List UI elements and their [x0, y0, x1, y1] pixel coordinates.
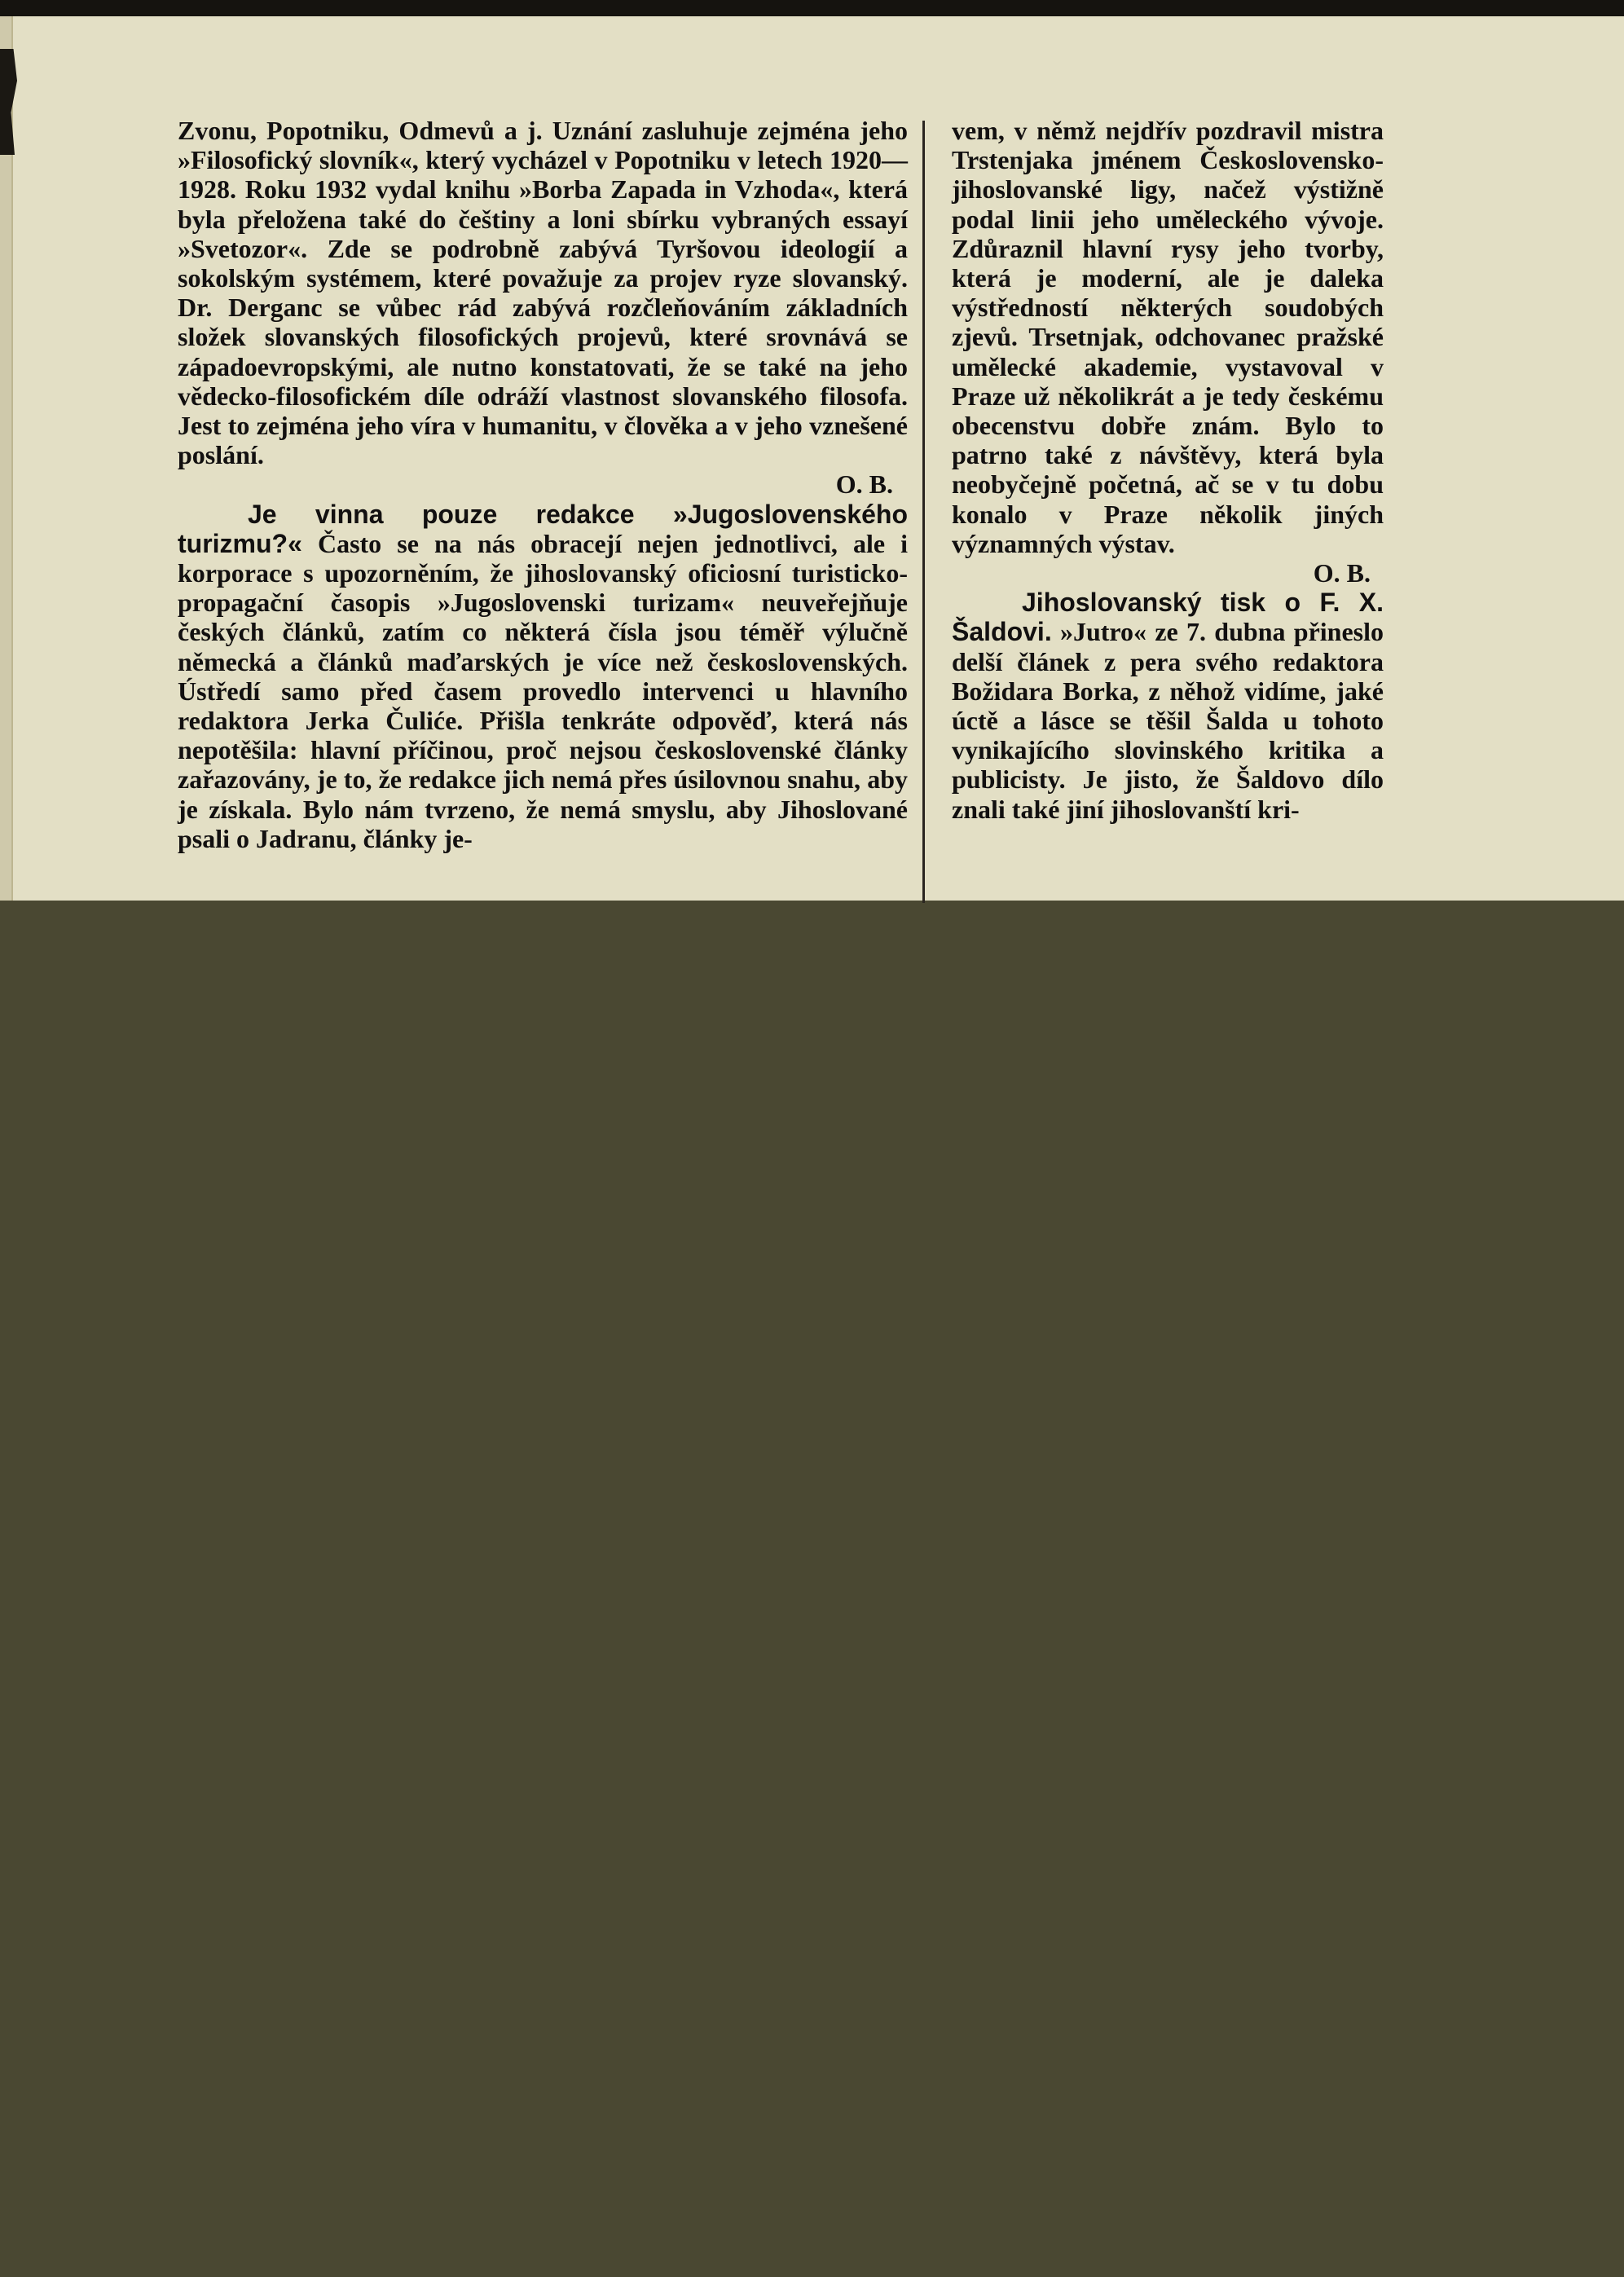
left-column — [178, 116, 908, 853]
article-body: »Jutro« ze 7. dubna přineslo delší článek z pera svého redaktora Božidara Borka, z něhož vidíme, jaké úctě a lásce se těšil Šalda u tohoto vynikajícího slovinského kritika a publicisty. Je jisto, že Šaldovo dílo znali také jiní jihoslovanští kri- — [952, 617, 1384, 824]
signature-ob: O. B. — [835, 469, 893, 500]
paragraph-derganc: Zvonu, Popotniku, Odmevů a j. Uznání zasluhuje zejména jeho »Filosofický slovník«, který vycházel v Popotniku v letech 1920—1928. Roku 1932 vydal knihu »Borba Zapada in Vzhoda«, která byla přeložena také do češtiny a loni sbírku vybraných essayí »Svetozor«. Zde se podrobně zabývá Tyršovou ideologií a sokolským systémem, které považuje za projev ryze slovanský. Dr. Derganc se vůbec rád zabývá rozčleňováním základních složek slovanských filosofických projevů, které srovnává se západoevropskými, ale nutno konstatovati, že se také na jeho vědecko-filosofickém díle odráží vlastnost slovanského filosofa. Jest to zejména jeho víra v humanitu, v člověka a v jeho vznešené poslání. — [178, 116, 908, 470]
scan-top-edge — [0, 0, 1624, 18]
right-column — [952, 116, 1384, 824]
article-heading: Je vinna pouze redakce »Jugoslovenského turizmu?« — [178, 499, 908, 558]
article-salda — [952, 588, 1384, 824]
article-heading: Jihoslovanský tisk o F. X. Šaldovi. — [952, 588, 1384, 647]
paragraph-trstenjak: vem, v němž nejdřív pozdravil mistra Trstenjaka jménem Československo-jihoslovanské ligy, načež výstižně podal linii jeho uměleckého vývoje. Zdůraznil hlavní rysy jeho tvorby, která je moderní, ale je daleka výstředností některých soudobých zjevů. Trsetnjak, odchovanec pražské umělecké akademie, vystavoval v Praze už několikrát a je tedy českému obecenstvu dobře znám. Bylo to patrno také z návštěvy, která byla neobyčejně početná, ač se v tu dobu konalo v Praze několik jiných významných výstav. — [952, 116, 1384, 558]
article-turizam — [178, 500, 908, 853]
signature-ob: O. B. — [1313, 558, 1371, 588]
page-tear-mark — [0, 49, 24, 155]
article-body: Často se na nás obracejí nejen jednotlivci, ale i korporace s upozorněním, že jihoslovanský oficiosní turisticko-propagační časopis »Jugoslovenski turizam« neuveřejňuje českých článků, zatím co některá čísla jsou téměř výlučně německá a článků maďarských je více než československých. Ústředí samo před časem provedlo intervenci u hlavního redaktora Jerka Čuliće. Přišla tenkráte odpověď, která nás nepotěšila: hlavní příčinou, proč nejsou československé články zařazovány, je to, že redakce jich nemá přes úsilovnou snahu, aby je získala. Bylo nám tvrzeno, že nemá smyslu, aby Jihoslované psali o Jadranu, články je- — [178, 528, 908, 853]
column-divider — [922, 121, 925, 903]
